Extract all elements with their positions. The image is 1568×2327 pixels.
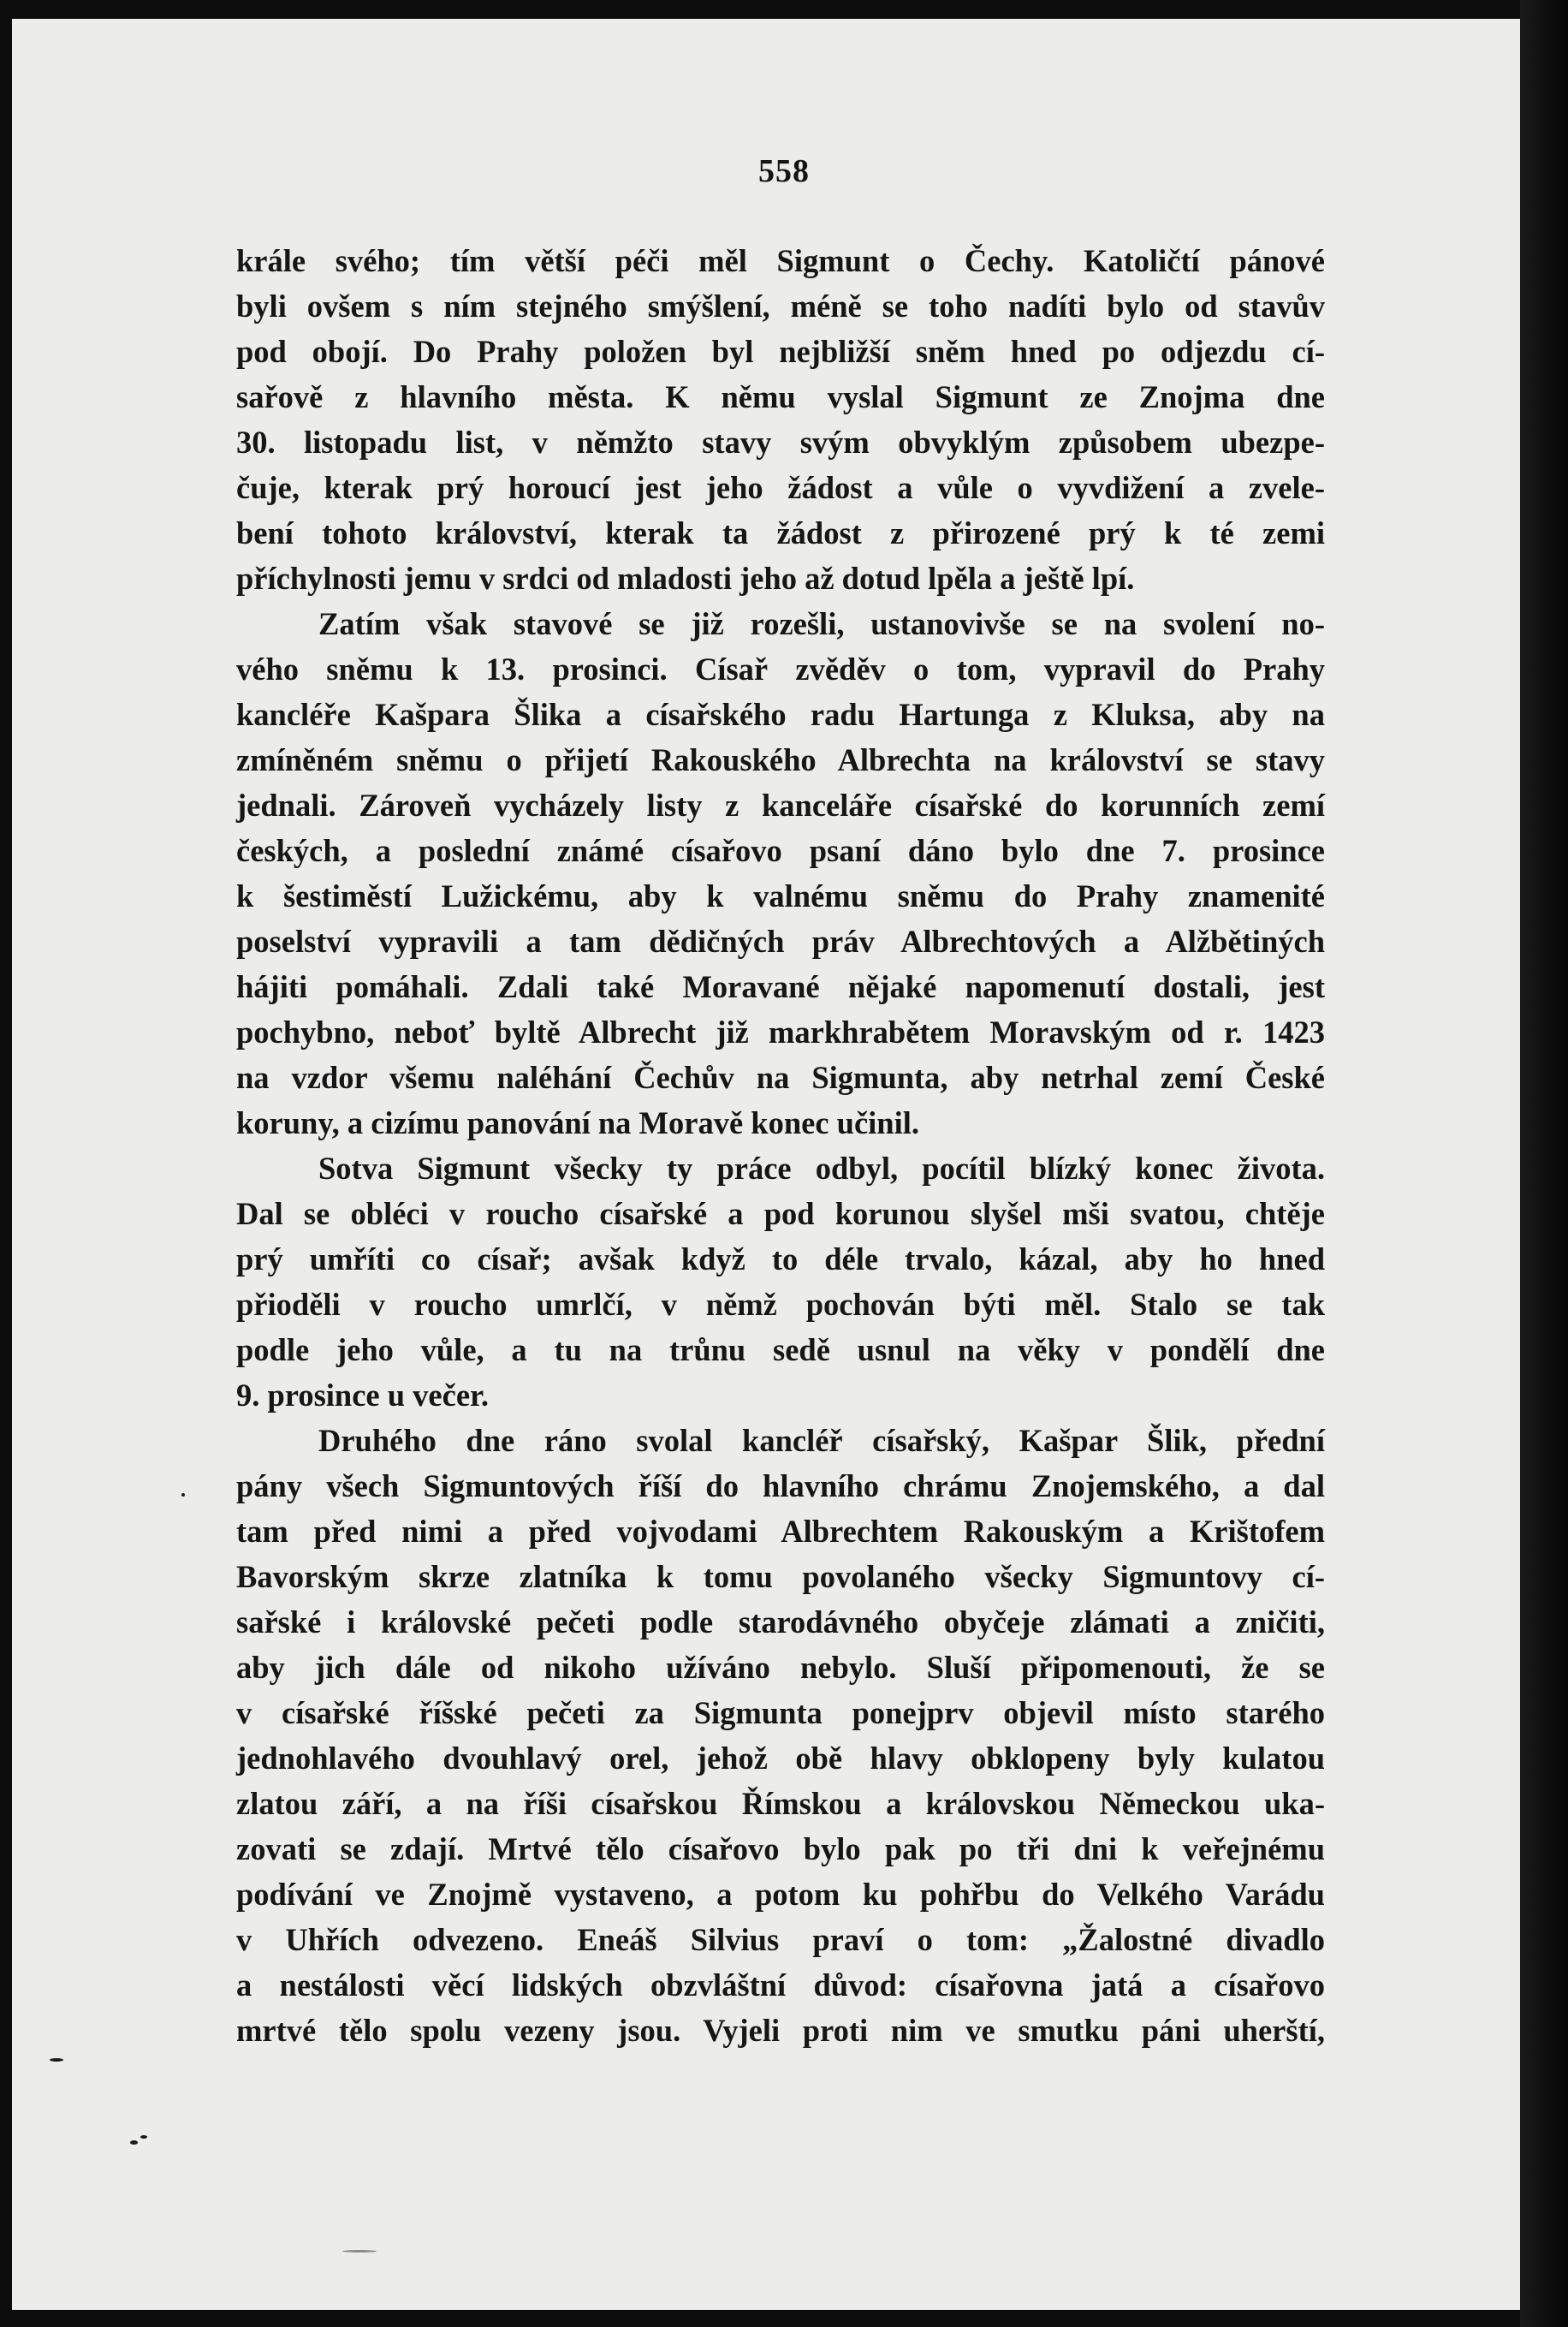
text-line: pod obojí. Do Prahy položen byl nejbližší sněm hned po odjezdu cí- (236, 334, 1325, 369)
text-line: podle jeho vůle, a tu na trůnu sedě usnul na věky v pondělí dne (236, 1332, 1325, 1367)
text-line: tam před nimi a před vojvodami Albrechtem Rakouským a Krištofem (236, 1514, 1325, 1549)
text-line: sařské i královské pečeti podle starodávného obyčeje zlámati a zničiti, (236, 1604, 1325, 1640)
text-line: krále svého; tím větší péči měl Sigmunt o Čechy. Katoličtí pánové (236, 243, 1325, 278)
text-line: 9. prosince u večer. (236, 1378, 490, 1413)
text-line: sařově z hlavního města. K němu vyslal Sigmunt ze Znojma dne (236, 379, 1325, 414)
text-line: na vzdor všemu naléhání Čechův na Sigmunta, aby netrhal zemí České (236, 1060, 1325, 1095)
text-line: bení tohoto království, kterak ta žádost z přirozené prý k té zemi (236, 515, 1325, 551)
text-line: přioděli v roucho umrlčí, v němž pochován býti měl. Stalo se tak (236, 1287, 1325, 1322)
text-line: zlatou září, a na říši císařskou Římskou a královskou Německou uka- (236, 1786, 1325, 1821)
text-line: poselství vypravili a tam dědičných práv Albrechtových a Alžbětiných (236, 924, 1325, 959)
text-line: koruny, a cizímu panování na Moravě konec učinil. (236, 1105, 920, 1140)
text-line: vého sněmu k 13. prosinci. Císař zvěděv o tom, vypravil do Prahy (236, 652, 1325, 687)
scan-speck (50, 2058, 63, 2062)
text-line: byli ovšem s ním stejného smýšlení, méně se toho nadíti bylo od stavův (236, 289, 1325, 324)
text-line: pochybno, neboť byltě Albrecht již markhrabětem Moravským od r. 1423 (236, 1015, 1325, 1050)
text-line: hájiti pomáhali. Zdali také Moravané nějaké napomenutí dostali, jest (236, 969, 1325, 1004)
text-line: k šestiměstí Lužickému, aby k valnému sněmu do Prahy znamenité (236, 878, 1325, 914)
text-line: pány všech Sigmuntových říší do hlavního chrámu Znojemského, a dal (236, 1468, 1325, 1503)
text-line: jednali. Zároveň vycházely listy z kanceláře císařské do korunních zemí (236, 788, 1325, 823)
text-line: mrtvé tělo spolu vezeny jsou. Vyjeli proti nim ve smutku páni uherští, (236, 2013, 1325, 2048)
text-line: prý umříti co císař; avšak když to déle trvalo, kázal, aby ho hned (236, 1241, 1325, 1277)
text-line: jednohlavého dvouhlavý orel, jehož obě hlavy obklopeny byly kulatou (236, 1741, 1325, 1776)
text-line: českých, a poslední známé císařovo psaní dáno bylo dne 7. prosince (236, 833, 1325, 868)
text-line: zmíněném sněmu o přijetí Rakouského Albrechta na království se stavy (236, 742, 1325, 777)
text-line: příchylnosti jemu v srdci od mladosti jeho až dotud lpěla a ještě lpí. (236, 561, 1135, 596)
text-line: aby jich dále od nikoho užíváno nebylo. Sluší připomenouti, že se (236, 1650, 1325, 1685)
paragraph-first-line: Zatím však stavové se již rozešli, ustanovivše se na svolení no- (318, 606, 1325, 641)
scan-speck (181, 1493, 185, 1497)
text-line: zovati se zdají. Mrtvé tělo císařovo bylo pak po tři dni k veřejnému (236, 1831, 1325, 1866)
book-spine-edge (1520, 0, 1568, 2327)
scan-speck (130, 2140, 138, 2145)
paragraph-first-line: Druhého dne ráno svolal kancléř císařský, Kašpar Šlik, přední (318, 1423, 1325, 1458)
body-text (236, 238, 1325, 2053)
text-line: Bavorským skrze zlatníka k tomu povolaného všecky Sigmuntovy cí- (236, 1559, 1325, 1594)
text-line: v císařské říšské pečeti za Sigmunta ponejprv objevil místo starého (236, 1695, 1325, 1730)
text-line: a nestálosti věcí lidských obzvláštní důvod: císařovna jatá a císařovo (236, 1967, 1325, 2003)
text-line: 30. listopadu list, v němžto stavy svým obvyklým způsobem ubezpe- (236, 425, 1325, 460)
text-line: kancléře Kašpara Šlika a císařského radu Hartunga z Kluksa, aby na (236, 697, 1325, 732)
text-line: v Uhřích odvezeno. Eneáš Silvius praví o tom: „Žalostné divadlo (236, 1922, 1325, 1957)
paragraph-first-line: Sotva Sigmunt všecky ty práce odbyl, pocítil blízký konec života. (318, 1151, 1325, 1186)
page-number: 558 (758, 153, 810, 189)
text-line: Dal se obléci v roucho císařské a pod korunou slyšel mši svatou, chtěje (236, 1196, 1325, 1231)
text-line: podívání ve Znojmě vystaveno, a potom ku pohřbu do Velkého Varádu (236, 1877, 1325, 1912)
scan-speck (342, 2250, 377, 2253)
scan-speck (140, 2135, 147, 2139)
text-line: čuje, kterak prý horoucí jest jeho žádost a vůle o vyvdižení a zvele- (236, 470, 1325, 505)
